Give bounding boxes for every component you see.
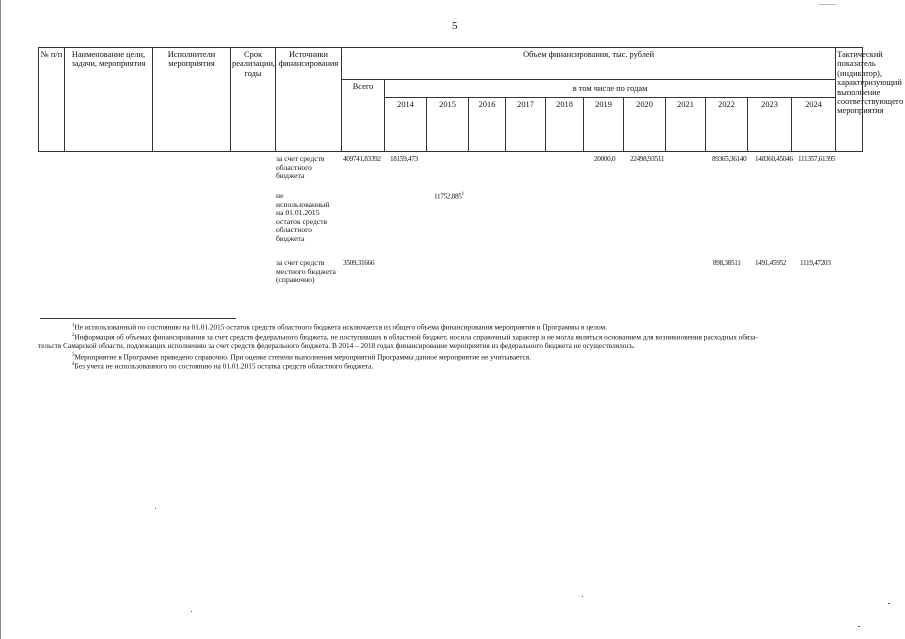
row-label-regional: за счет средств областного бюджета [276, 154, 325, 180]
cell-2015: 11752,885$^1$ [434, 192, 464, 201]
footnote-2-continued: тельств Самарской области, подлежащих исполнению за счет средств федерального бюджета. В 2014 – 2018 годах финансирование мероприятия из федерального бюджета не осуществлялось. [38, 341, 635, 350]
scan-speck [818, 4, 836, 5]
cell-total: 3509,31666 [343, 259, 375, 267]
cell-2024: 111357,61395 [798, 155, 836, 163]
page-edge-line [0, 0, 1, 639]
scan-speck [858, 626, 860, 627]
row-label-unused-balance: не использованный на 01.01.2015 остаток средств областного бюджета [276, 191, 330, 243]
cell-2024: 1119,47203 [800, 259, 831, 267]
col-name: Наименование цели, задачи, мероприятия [65, 48, 153, 152]
col-executors: Исполнители мероприятия [153, 48, 231, 152]
year-2017: 2017 [506, 98, 546, 152]
col-term: Срок реализации, годы [231, 48, 276, 152]
year-2014: 2014 [385, 98, 427, 152]
cell-2020: 22498,93511 [630, 155, 665, 163]
footnote-rule [40, 318, 236, 319]
col-by-years: в том числе по годам [385, 80, 836, 98]
row-label-local: за счет средств местного бюджета (справочно) [276, 258, 336, 284]
cell-2019: 20000,0 [594, 155, 616, 163]
year-2019: 2019 [584, 98, 624, 152]
cell-2023: 148360,45046 [755, 155, 793, 163]
year-2016: 2016 [469, 98, 506, 152]
scan-speck [888, 603, 890, 604]
scan-speck [155, 508, 156, 509]
scan-speck [191, 611, 192, 612]
financing-table-header [38, 47, 904, 152]
col-sources: Источники финансирования [276, 48, 342, 152]
year-2022: 2022 [706, 98, 748, 152]
col-volume: Объем финансирования, тыс. рублей [342, 48, 836, 80]
footnote-4: $^4$Без учета не использованного по состоянию на 01.01.2015 остатка средств областного бюджета. [72, 361, 374, 371]
year-2015: 2015 [427, 98, 469, 152]
page-number: 5 [452, 20, 458, 32]
col-indicator: Тактический показатель (индикатор), характеризующий выполнение соответствующего мероприятия [836, 48, 863, 152]
footnote-1: $^1$Не использованный по состоянию на 01.01.2015 остаток средств областного бюджета исключается из общего объема финансирования мероприятия и Программы в целом. [72, 322, 607, 332]
scan-speck [582, 596, 583, 597]
year-2021: 2021 [666, 98, 706, 152]
cell-2014: 18159,473 [390, 155, 418, 163]
footnote-2: $^2$Информация об объемах финансирования за счет средств федерального бюджета, не поступивших в областной бюджет, носила справочный характер и не могла являться основанием для возникновения расходных обяза- [72, 332, 758, 342]
cell-total: 409741,83392 [343, 155, 381, 163]
footnote-3: $^3$Мероприятие в Программе приведено справочно. При оценке степени выполнения мероприятий Программы данное мероприятие не учитывается. [72, 352, 531, 362]
col-num: № п/п [39, 48, 65, 152]
year-2018: 2018 [546, 98, 584, 152]
col-total: Всего [342, 80, 385, 152]
cell-2023: 1491,45952 [755, 259, 787, 267]
year-2023: 2023 [748, 98, 792, 152]
cell-2022: 89365,36140 [712, 155, 747, 163]
year-2020: 2020 [624, 98, 666, 152]
year-2024: 2024 [792, 98, 836, 152]
cell-2022: 898,38511 [713, 259, 741, 267]
